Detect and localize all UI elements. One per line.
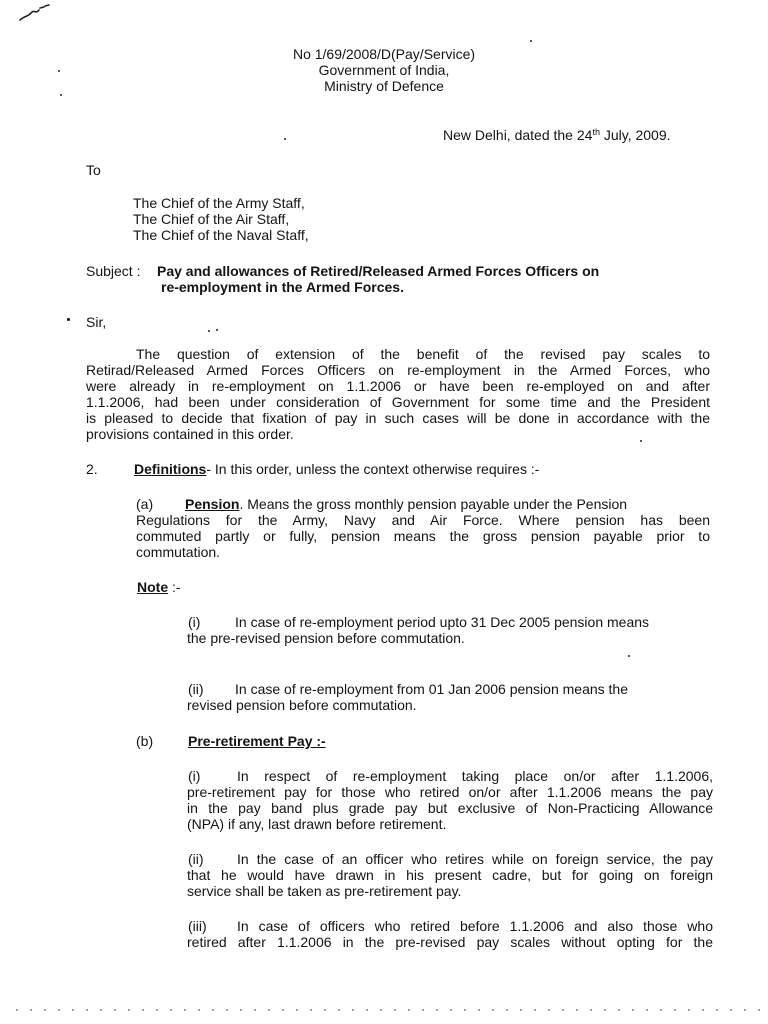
intro-line: provisions contained in this order.: [86, 426, 294, 442]
scan-speck: [58, 70, 60, 72]
to-label: To: [86, 162, 101, 178]
item-a-label: (a): [136, 496, 154, 512]
note-heading: Note :-: [137, 579, 181, 595]
sub-item-line: service shall be taken as pre-retirement pay.: [187, 883, 462, 899]
note-item-label: (i): [188, 614, 201, 630]
pension-definition-first-line: Pension. Means the gross monthly pension payable under the Pension: [185, 496, 628, 512]
subject-line: Pay and allowances of Retired/Released Armed Forces Officers on: [157, 263, 600, 279]
scan-speck: [628, 655, 630, 657]
pre-retirement-heading: Pre-retirement Pay :-: [188, 733, 326, 749]
sub-item-line: In case of officers who retired before 1.1.2006 and also those who: [237, 918, 713, 934]
government-line: Government of India,: [318, 62, 450, 78]
scan-speck: [530, 40, 532, 42]
scan-speck: [60, 94, 62, 96]
sub-item-line: In the case of an officer who retires while on foreign service, the pay: [237, 851, 713, 867]
sub-item-label: (iii): [188, 918, 207, 934]
note-item-line: revised pension before commutation.: [187, 697, 417, 713]
section-number: 2.: [86, 461, 98, 477]
intro-line: The question of extension of the benefit of the revised pay scales to: [136, 346, 710, 362]
intro-line: were already in re-employment on 1.1.2006 or have been re-employed on and after: [86, 378, 710, 394]
sub-item-label: (ii): [188, 851, 204, 867]
intro-line: is pleased to decide that fixation of pay in such cases will be done in accordance with the: [86, 410, 710, 426]
handwritten-mark-icon: [18, 2, 52, 24]
intro-line: 1.1.2006, had been under consideration of Government for some time and the President: [86, 394, 710, 410]
scan-speck: [208, 330, 210, 332]
item-b-label: (b): [136, 733, 154, 749]
salutation: Sir,: [86, 314, 107, 330]
addressee-line: The Chief of the Air Staff,: [133, 211, 290, 227]
sub-item-label: (i): [188, 768, 201, 784]
sub-item-line: pre-retirement pay for those who retired on/or after 1.1.2006 means the pay: [187, 784, 713, 800]
sub-item-line: retired after 1.1.2006 in the pre-revised pay scales without opting for the: [187, 934, 713, 950]
scan-speck: [216, 329, 218, 331]
definitions-heading: Definitions- In this order, unless the context otherwise requires :-: [134, 461, 540, 477]
addressee-line: The Chief of the Naval Staff,: [133, 227, 309, 243]
place-and-date: New Delhi, dated the 24th July, 2009.: [443, 127, 671, 143]
reference-number: No 1/69/2008/D(Pay/Service): [292, 46, 476, 62]
subject-label: Subject :: [86, 263, 141, 279]
intro-line: Retirad/Released Armed Forces Officers on re-employment in the Armed Forces, who: [86, 362, 710, 378]
sub-item-line: In respect of re-employment taking place on/or after 1.1.2006,: [237, 768, 713, 784]
note-item-label: (ii): [188, 681, 204, 697]
pension-definition-line: commuted partly or fully, pension means the gross pension payable prior to: [136, 528, 710, 544]
scan-edge-dots: [10, 1008, 760, 1012]
scan-speck: [284, 138, 286, 140]
pension-definition-line: commutation.: [136, 544, 221, 560]
note-item-line: In case of re-employment from 01 Jan 2006 pension means the: [235, 681, 628, 697]
ministry-line: Ministry of Defence: [324, 78, 444, 94]
sub-item-line: that he would have drawn in his present cadre, but for going on foreign: [187, 867, 713, 883]
subject-line: re-employment in the Armed Forces.: [161, 279, 404, 295]
scan-speck: [67, 318, 70, 321]
sub-item-line: in the pay band plus grade pay but exclusive of Non-Practicing Allowance: [187, 800, 713, 816]
sub-item-line: (NPA) if any, last drawn before retirement.: [187, 816, 447, 832]
note-item-line: the pre-revised pension before commutation.: [187, 630, 465, 646]
pension-definition-line: Regulations for the Army, Navy and Air Force. Where pension has been: [136, 512, 710, 528]
note-item-line: In case of re-employment period upto 31 Dec 2005 pension means: [235, 614, 650, 630]
scan-speck: [640, 440, 642, 442]
addressee-line: The Chief of the Army Staff,: [133, 195, 305, 211]
